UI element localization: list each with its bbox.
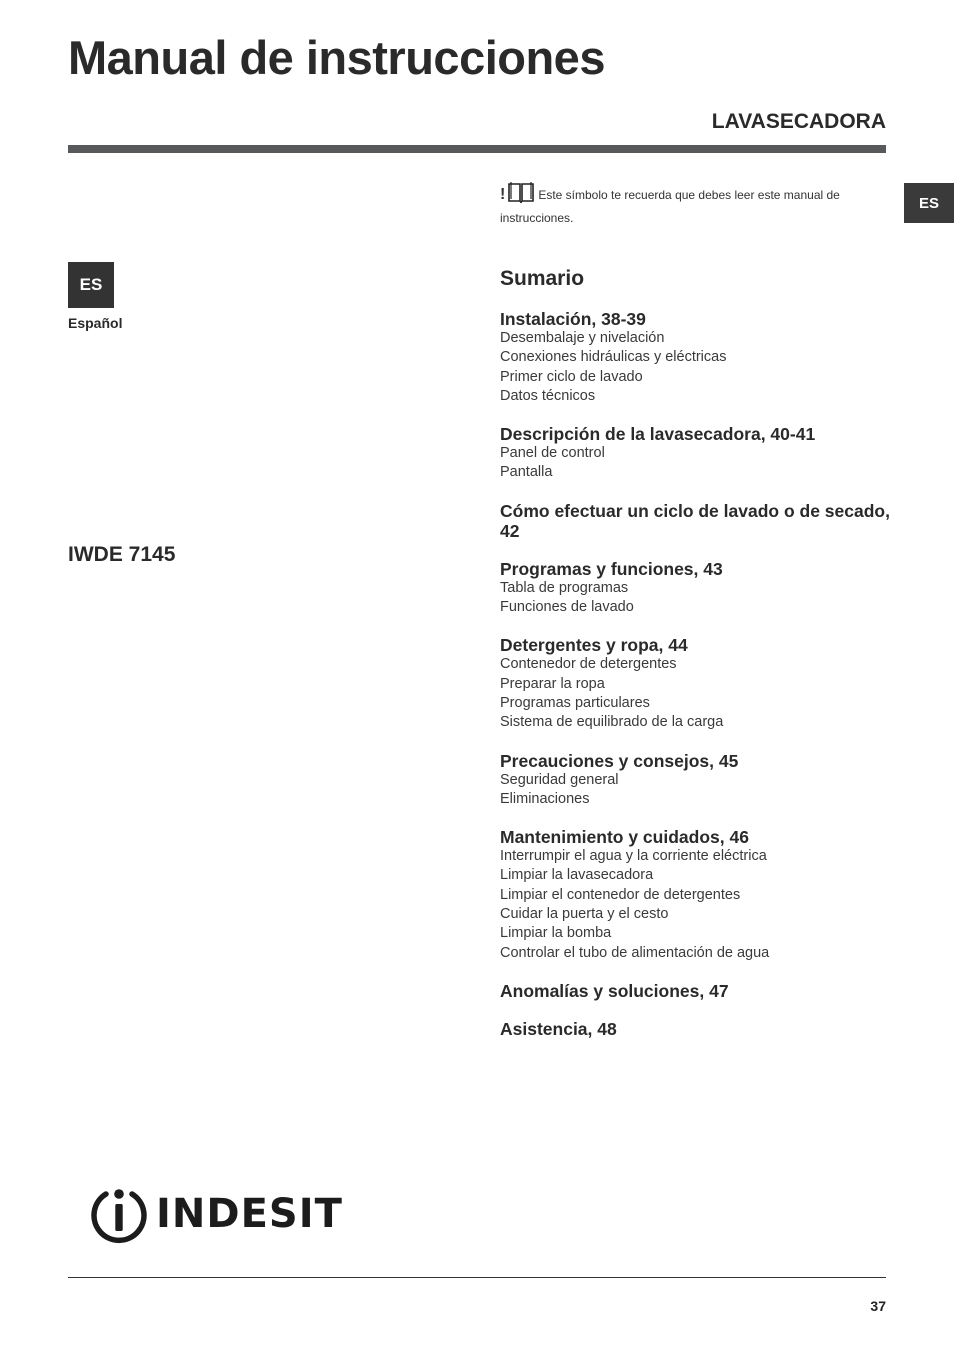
table-of-contents (500, 266, 890, 1057)
toc-item: Contenedor de detergentes (500, 656, 677, 673)
notice-symbol: ! (500, 186, 506, 203)
toc-item: Limpiar la bomba (500, 925, 612, 942)
language-name: Español (68, 315, 123, 331)
toc-item-list (500, 655, 890, 732)
toc-section-title: Instalación, 38-39 (500, 309, 646, 329)
toc-section (500, 309, 890, 406)
toc-item: Pantalla (500, 464, 553, 481)
toc-item: Programas particulares (500, 694, 650, 711)
footer-divider (68, 1277, 886, 1278)
toc-item: Sistema de equilibrado de la carga (500, 714, 724, 731)
brand-logo (88, 1183, 343, 1245)
toc-item: Conexiones hidráulicas y eléctricas (500, 349, 727, 366)
toc-item: Preparar la ropa (500, 675, 605, 692)
toc-section (500, 424, 890, 483)
product-type: LAVASECADORA (711, 110, 886, 133)
toc-item: Desembalaje y nivelación (500, 330, 665, 346)
toc-item: Eliminaciones (500, 790, 590, 807)
toc-section (500, 751, 890, 810)
toc-item: Cuidar la puerta y el cesto (500, 906, 669, 923)
toc-item-list (500, 329, 890, 406)
toc-item: Primer ciclo de lavado (500, 368, 643, 385)
toc-item-list (500, 771, 890, 810)
notice (500, 181, 870, 228)
toc-section-title: Programas y funciones, 43 (500, 558, 723, 579)
toc-section (500, 981, 890, 1001)
book-icon (507, 181, 535, 209)
toc-item: Controlar el tubo de alimentación de agua (500, 944, 770, 961)
toc-item: Limpiar el contenedor de detergentes (500, 886, 741, 903)
toc-section-title: Descripción de la lavasecadora, 40-41 (500, 424, 816, 445)
toc-item-list (500, 847, 890, 963)
header-divider-bar (68, 145, 886, 153)
toc-item-list (500, 444, 890, 483)
toc-section-title: Cómo efectuar un ciclo de lavado o de secado, 42 (500, 500, 890, 541)
toc-section (500, 501, 890, 541)
toc-section-title: Precauciones y consejos, 45 (500, 750, 739, 771)
toc-section (500, 827, 890, 963)
toc-item: Panel de control (500, 445, 605, 462)
toc-item: Interrumpir el agua y la corriente eléctrica (500, 848, 767, 865)
toc-item-list (500, 579, 890, 618)
language-badge: ES (68, 262, 114, 308)
toc-section (500, 1019, 890, 1039)
model-number: IWDE 7145 (68, 543, 176, 566)
toc-section (500, 635, 890, 732)
language-side-tab: ES (904, 183, 954, 223)
toc-item: Limpiar la lavasecadora (500, 867, 654, 884)
notice-text: Este símbolo te recuerda que debes leer este manual de instrucciones. (500, 188, 840, 225)
toc-heading: Sumario (500, 267, 585, 290)
toc-section-title: Anomalías y soluciones, 47 (500, 980, 729, 1001)
toc-item: Tabla de programas (500, 579, 629, 596)
toc-item: Seguridad general (500, 771, 619, 788)
page-title: Manual de instrucciones (68, 31, 605, 84)
toc-section (500, 559, 890, 618)
toc-item: Funciones de lavado (500, 599, 634, 616)
toc-section-title: Mantenimiento y cuidados, 46 (500, 827, 749, 848)
indesit-i-logo-icon (88, 1183, 150, 1245)
brand-name: INDESIT (156, 1191, 343, 1237)
toc-section-title: Detergentes y ropa, 44 (500, 635, 688, 656)
page-number: 37 (870, 1298, 886, 1314)
toc-sections (500, 309, 890, 1039)
toc-item: Datos técnicos (500, 387, 596, 404)
toc-section-title: Asistencia, 48 (500, 1018, 617, 1039)
